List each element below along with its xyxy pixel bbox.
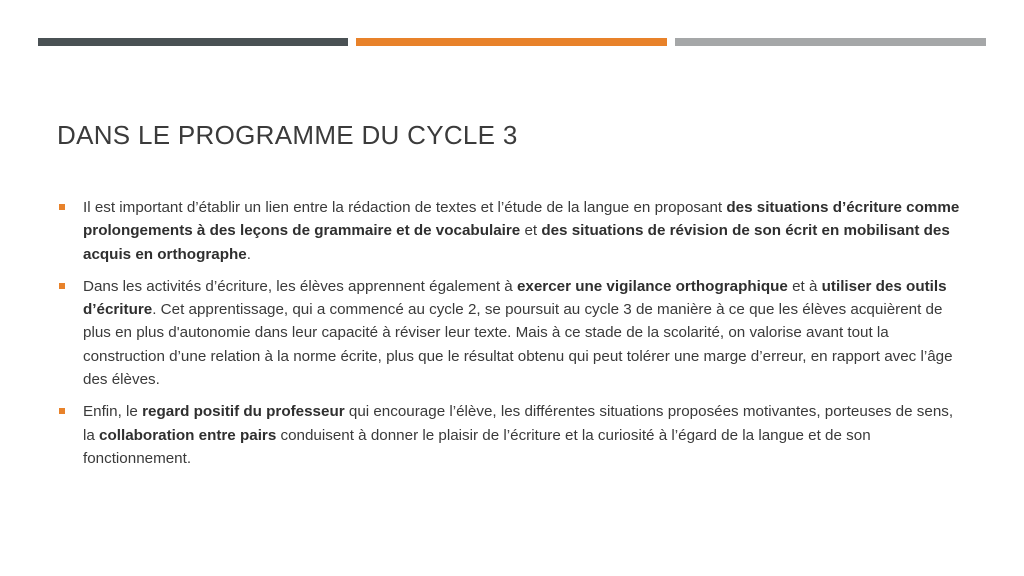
square-bullet-icon <box>59 204 65 210</box>
bullet-emphasis: collaboration entre pairs <box>99 426 277 444</box>
square-bullet-icon <box>59 408 65 414</box>
bullet-text: Enfin, le <box>83 403 143 421</box>
bullet-text: Dans les activités d’écriture, les élèves apprennent également à <box>83 277 517 295</box>
bullet-list <box>57 196 967 479</box>
bullet-text: conduisent à donner le plaisir de l’écriture et la curiosité à l’égard de la langue et de son fonctionnement. <box>83 426 871 467</box>
header-accent-bar-dark <box>38 38 348 46</box>
bullet-text: et <box>520 222 542 240</box>
bullet-emphasis: des situations de révision de son écrit en mobilisant des acquis en orthographe <box>83 222 950 263</box>
bullet-emphasis: regard positif du professeur <box>142 403 345 421</box>
slide-title: DANS LE PROGRAMME DU CYCLE 3 <box>57 120 518 150</box>
square-bullet-icon <box>59 283 65 289</box>
bullet-text: et à <box>787 277 822 295</box>
bullet-item-1 <box>57 196 967 266</box>
header-accent-bar-gray <box>675 38 986 46</box>
bullet-emphasis: utiliser des outils d’écriture <box>83 277 947 319</box>
bullet-item-2 <box>57 275 967 391</box>
bullet-text: . Cet apprentissage, qui a commencé au cycle 2, se poursuit au cycle 3 de manière à ce que les élèves acquièrent de plus en plus d'autonomie dans leur capacité à réviser leur texte. Mais à ce stade de la scolarité, on valorise avant tout la construction d’une relation à la norme écrite, plus que le résultat obtenu qui peut tolérer une marge d’erreur, en rapport avec l’âge des élèves. <box>83 301 953 389</box>
bullet-item-3 <box>57 400 967 470</box>
bullet-emphasis: des situations d’écriture comme prolongements à des leçons de grammaire et de vocabulaire <box>83 199 960 240</box>
bullet-text: Il est important d’établir un lien entre la rédaction de textes et l’étude de la langue en proposant <box>83 199 727 216</box>
bullet-text: qui encourage l’élève, les différentes situations proposées motivantes, porteuses de sens, la <box>83 403 954 444</box>
bullet-emphasis: exercer une vigilance orthographique <box>516 277 788 295</box>
header-accent-bar-orange <box>356 38 667 46</box>
bullet-text: . <box>246 245 251 263</box>
